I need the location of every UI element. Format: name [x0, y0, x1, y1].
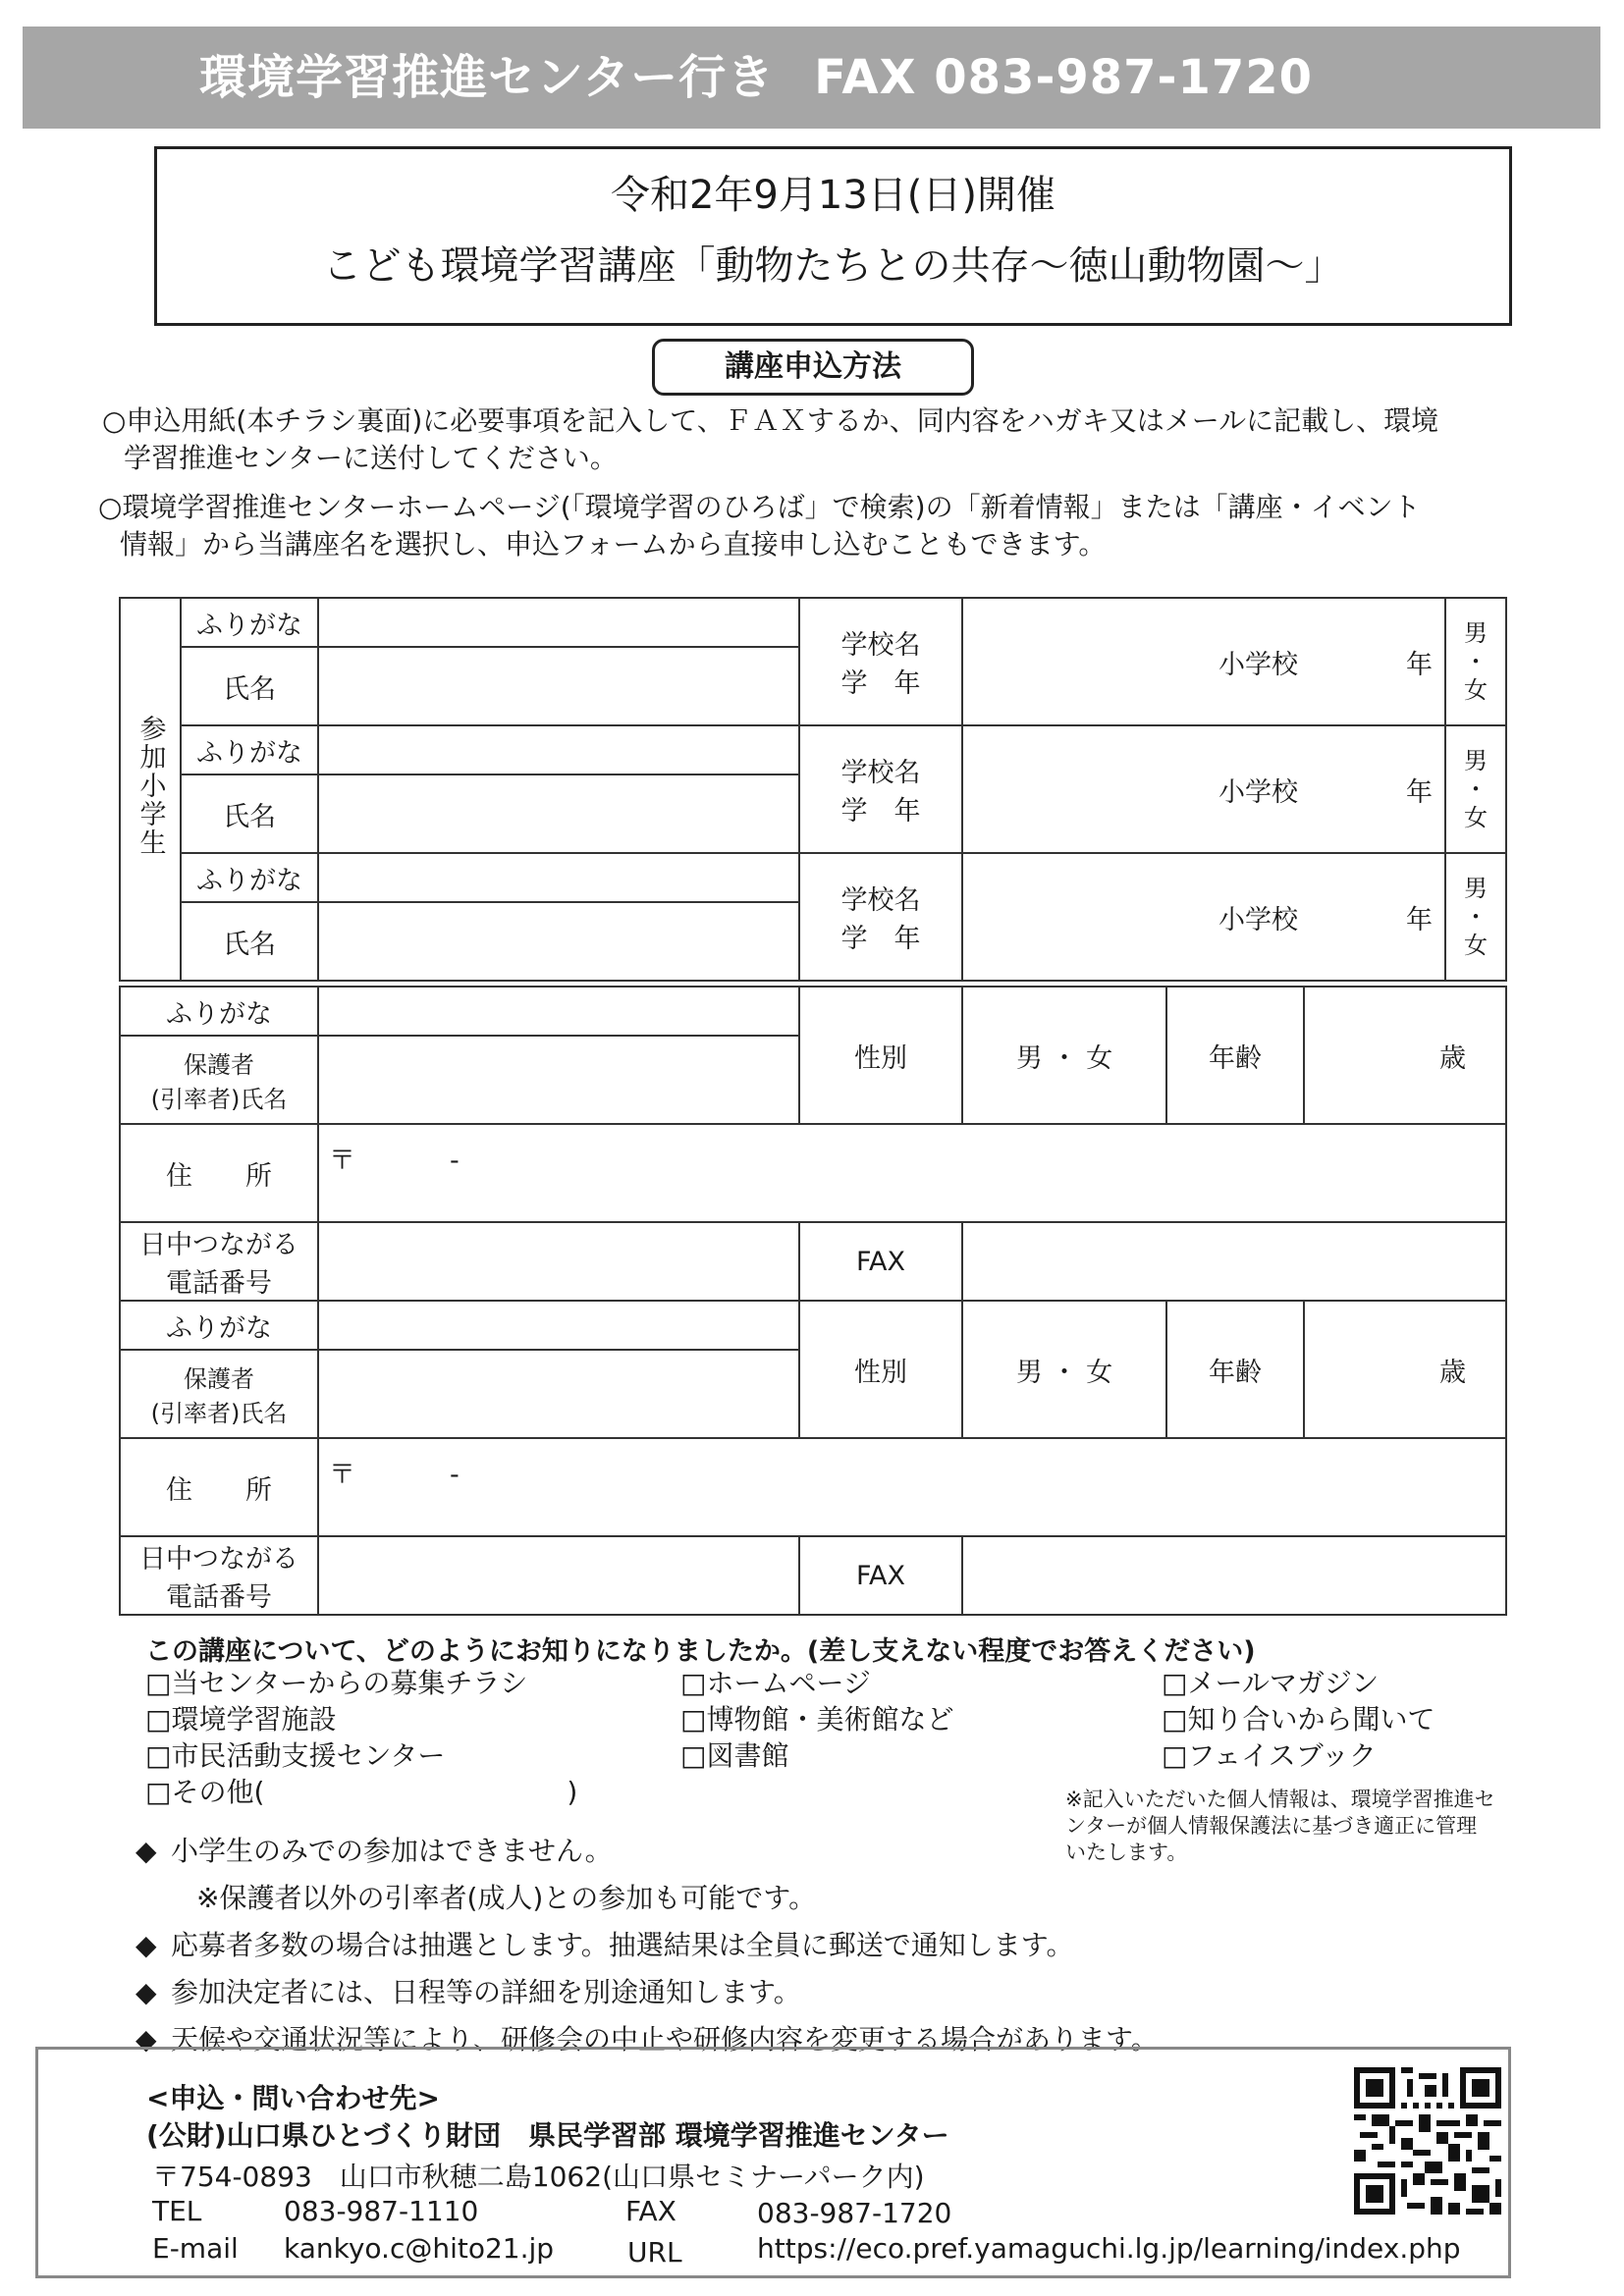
- survey-option-homepage[interactable]: □ホームページ: [680, 1667, 871, 1699]
- age-label-1: 年齢: [1166, 987, 1304, 1124]
- note-3: ◆ 参加決定者には、日程等の詳細を別途通知します。: [135, 1969, 1159, 2016]
- participants-table: [119, 597, 1507, 982]
- email-label: E-mail: [152, 2232, 239, 2265]
- furigana-input-3[interactable]: [318, 853, 799, 902]
- address-label-1: 住 所: [120, 1124, 318, 1222]
- note-2: ◆ 応募者多数の場合は抽選とします。抽選結果は全員に郵送で通知します。: [135, 1922, 1159, 1969]
- note-1-sub: ※保護者以外の引率者(成人)との参加も可能です。: [196, 1882, 817, 1914]
- guardian-furigana-label-2: ふりがな: [120, 1301, 318, 1350]
- name-input-3[interactable]: [318, 902, 799, 981]
- survey-option-library[interactable]: □図書館: [680, 1739, 789, 1772]
- guardian-furigana-input-1[interactable]: [318, 987, 799, 1036]
- name-label-2: 氏名: [181, 774, 318, 853]
- sex-select-3[interactable]: 男 ・ 女: [1445, 853, 1506, 981]
- survey-option-facebook[interactable]: □フェイスブック: [1162, 1739, 1377, 1772]
- guardian-name-input-1[interactable]: [318, 1036, 799, 1124]
- instruction-2-line1: ○環境学習推進センターホームページ(「環境学習のひろば」で検索)の「新着情報」または「講座・イベント: [98, 491, 1421, 523]
- survey-option-flyer[interactable]: □当センターからの募集チラシ: [145, 1667, 528, 1699]
- school-label-3: 学校名 学 年: [799, 853, 962, 981]
- method-label: 講座申込方法: [652, 339, 974, 396]
- note-1: ◆ 小学生のみでの参加はできません。: [135, 1828, 1159, 1875]
- phone-input-1[interactable]: [318, 1222, 799, 1301]
- school-input-2[interactable]: 小学校 年: [962, 725, 1445, 853]
- guardian-furigana-label-1: ふりがな: [120, 987, 318, 1036]
- furigana-label-2: ふりがな: [181, 725, 318, 774]
- school-label-2: 学校名 学 年: [799, 725, 962, 853]
- furigana-label-3: ふりがな: [181, 853, 318, 902]
- email-link[interactable]: kankyo.c@hito21.jp: [284, 2232, 555, 2265]
- name-label-3: 氏名: [181, 902, 318, 981]
- privacy-note: ※記入いただいた個人情報は、環境学習推進センターが個人情報保護法に基づき適正に管理いたします。: [1065, 1788, 1495, 1864]
- address-input-2[interactable]: 〒 -: [318, 1438, 1506, 1536]
- age-input-1[interactable]: 歳: [1304, 987, 1506, 1124]
- contact-address: 〒754-0893 山口市秋穂二島1062(山口県セミナーパーク内): [152, 2161, 925, 2193]
- contact-box: [35, 2047, 1511, 2278]
- fax-input-2[interactable]: [962, 1536, 1506, 1615]
- age-label-2: 年齢: [1166, 1301, 1304, 1438]
- bullet-icon: ◆: [135, 2023, 157, 2056]
- name-input-2[interactable]: [318, 774, 799, 853]
- bullet-icon: ◆: [135, 1976, 157, 2008]
- sex-select-2[interactable]: 男 ・ 女: [1445, 725, 1506, 853]
- name-input-1[interactable]: [318, 647, 799, 725]
- survey-option-facility[interactable]: □環境学習施設: [145, 1703, 337, 1735]
- school-input-3[interactable]: 小学校 年: [962, 853, 1445, 981]
- header-fax: FAX 083-987-1720: [814, 50, 1314, 105]
- instruction-1-line2: 学習推進センターに送付してください。: [124, 442, 618, 474]
- instruction-1-line1: ○申込用紙(本チラシ裏面)に必要事項を記入して、ＦＡＸするか、同内容をハガキ又はメールに記載し、環境: [102, 404, 1439, 437]
- guardian-name-input-2[interactable]: [318, 1350, 799, 1438]
- qr-code-icon: [1354, 2067, 1501, 2215]
- survey-option-acquaintance[interactable]: □知り合いから聞いて: [1162, 1703, 1435, 1735]
- participants-label-cell: [120, 598, 181, 981]
- fax-input-1[interactable]: [962, 1222, 1506, 1301]
- furigana-input-1[interactable]: [318, 598, 799, 647]
- event-title-box: [154, 146, 1512, 326]
- note-4: ◆ 天候や交通状況等により、研修会の中止や研修内容を変更する場合があります。: [135, 2016, 1159, 2063]
- name-label-1: 氏名: [181, 647, 318, 725]
- gender-label-2: 性別: [799, 1301, 962, 1438]
- survey-option-museum[interactable]: □博物館・美術館など: [680, 1703, 954, 1735]
- bullet-icon: ◆: [135, 1929, 157, 1961]
- bullet-icon: ◆: [135, 1835, 157, 1867]
- tel-label: TEL: [152, 2195, 202, 2227]
- header-destination: 環境学習推進センター行き: [199, 50, 776, 105]
- survey-option-other[interactable]: □その他( ): [145, 1776, 578, 1808]
- url-label: URL: [627, 2236, 682, 2269]
- survey-question: この講座について、どのようにお知りになりましたか。(差し支えない程度でお答えください): [145, 1636, 1256, 1667]
- notes-list: [135, 1828, 1159, 2063]
- fax-value: 083-987-1720: [757, 2197, 952, 2229]
- gender-select-1[interactable]: 男 ・ 女: [962, 987, 1166, 1124]
- url-link[interactable]: https://eco.pref.yamaguchi.lg.jp/learning/index.php: [757, 2232, 1461, 2265]
- phone-label-2: 日中つながる 電話番号: [120, 1536, 318, 1615]
- guardian-furigana-input-2[interactable]: [318, 1301, 799, 1350]
- gender-select-2[interactable]: 男 ・ 女: [962, 1301, 1166, 1438]
- fax-label-1: FAX: [799, 1222, 962, 1301]
- fax-header-bar: [23, 27, 1600, 129]
- fax-label: FAX: [625, 2195, 677, 2227]
- guardian-table: [119, 986, 1507, 1616]
- phone-label-1: 日中つながる 電話番号: [120, 1222, 318, 1301]
- address-input-1[interactable]: 〒 -: [318, 1124, 1506, 1222]
- instruction-1: [102, 402, 1438, 477]
- event-title: こども環境学習講座「動物たちとの共存～徳山動物園～」: [322, 243, 1344, 289]
- gender-label-1: 性別: [799, 987, 962, 1124]
- event-date: 令和2年9月13日(日)開催: [610, 173, 1056, 218]
- survey-option-mail-magazine[interactable]: □メールマガジン: [1162, 1667, 1380, 1699]
- age-input-2[interactable]: 歳: [1304, 1301, 1506, 1438]
- survey-option-civic-center[interactable]: □市民活動支援センター: [145, 1739, 446, 1772]
- participants-label: 参加小学生: [135, 715, 166, 857]
- contact-org: (公財)山口県ひとづくり財団 県民学習部 環境学習推進センター: [146, 2119, 949, 2152]
- guardian-name-label-2: 保護者 (引率者)氏名: [120, 1350, 318, 1438]
- instruction-2-line2: 情報」から当講座名を選択し、申込フォームから直接申し込むこともできます。: [120, 528, 1107, 561]
- guardian-name-label-1: 保護者 (引率者)氏名: [120, 1036, 318, 1124]
- sex-select-1[interactable]: 男 ・ 女: [1445, 598, 1506, 725]
- furigana-input-2[interactable]: [318, 725, 799, 774]
- fax-label-2: FAX: [799, 1536, 962, 1615]
- contact-heading: <申込・問い合わせ先>: [146, 2082, 440, 2114]
- phone-input-2[interactable]: [318, 1536, 799, 1615]
- instruction-2: [98, 489, 1421, 563]
- address-label-2: 住 所: [120, 1438, 318, 1536]
- furigana-label-1: ふりがな: [181, 598, 318, 647]
- school-input-1[interactable]: 小学校 年: [962, 598, 1445, 725]
- tel-value: 083-987-1110: [284, 2195, 479, 2227]
- school-label-1: 学校名 学 年: [799, 598, 962, 725]
